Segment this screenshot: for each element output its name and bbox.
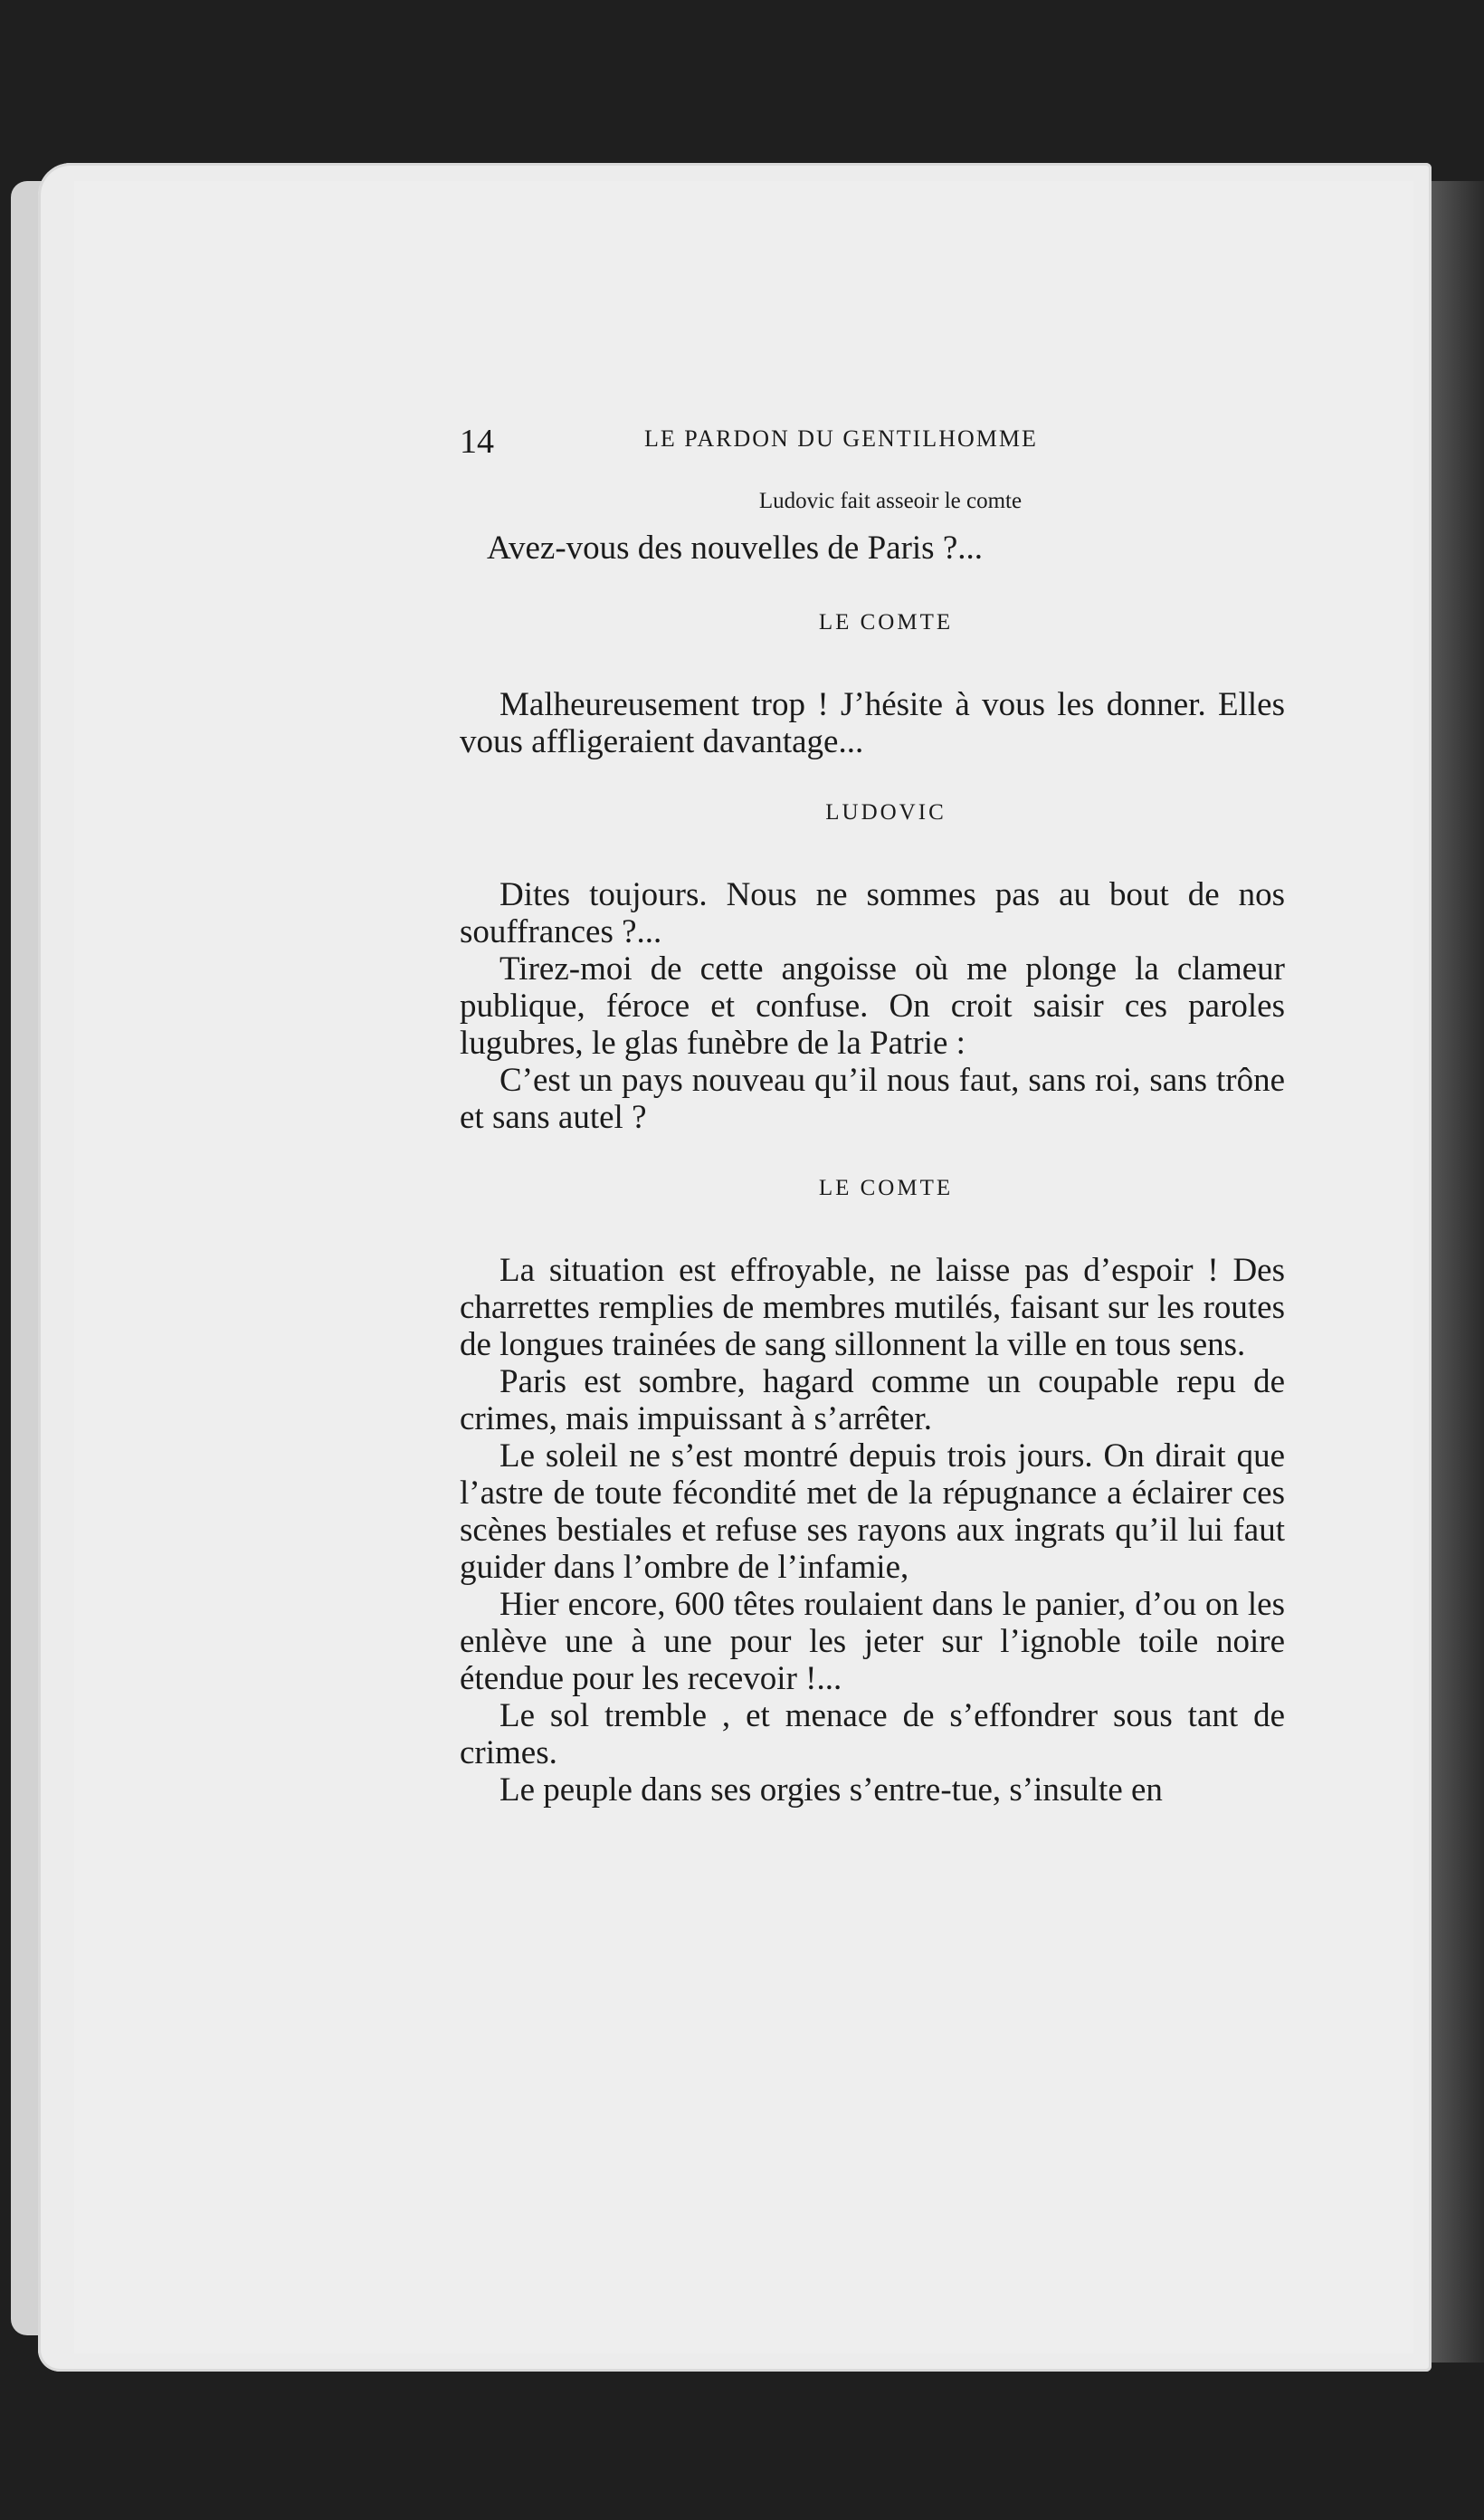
speech-paragraph: Le sol tremble , et menace de s’effondrer sous tant de crimes.	[460, 1697, 1285, 1771]
stage-direction: Ludovic fait asseoir le comte	[758, 489, 1023, 513]
speaker-name: LUDOVIC	[825, 800, 947, 825]
opening-line: Avez-vous des nouvelles de Paris ?...	[487, 530, 984, 567]
speech-paragraph: Le peuple dans ses orgies s’entre-tue, s’insulte en	[499, 1771, 1163, 1809]
speaker-name: LE COMTE	[818, 610, 954, 635]
running-head	[460, 416, 1285, 471]
page-number: 14	[460, 423, 494, 461]
speech-paragraph: Malheureusement trop ! J’hésite à vous les donner. Elles vous affligeraient davantage...	[460, 686, 1285, 760]
speech-paragraph: Hier encore, 600 têtes roulaient dans le panier, d’ou on les enlève une à une pour les jeter sur l’ignoble toile noire étendue pour les recevoir !...	[460, 1586, 1285, 1697]
speech-paragraph: La situation est effroyable, ne laisse pas d’espoir ! Des charrettes remplies de membres mutilés, faisant sur les routes de longues trainées de sang sillonnent la ville en tous sens.	[460, 1252, 1285, 1363]
speech-paragraph: C’est un pays nouveau qu’il nous faut, sans roi, sans trône et sans autel ?	[460, 1062, 1285, 1136]
speech-paragraph: Tirez-moi de cette angoisse où me plonge la clameur publique, féroce et confuse. On croit saisir ces paroles lugubres, le glas funèbre de la Patrie :	[460, 950, 1285, 1062]
speech-paragraph: Dites toujours. Nous ne sommes pas au bout de nos souffrances ?...	[460, 876, 1285, 950]
speaker-name: LE COMTE	[818, 1176, 954, 1200]
speech-paragraph: Le soleil ne s’est montré depuis trois jours. On dirait que l’astre de toute fécondité met de la répugnance a éclairer ces scènes bestiales et refuse ses rayons aux ingrats qu’il lui faut guider dans l’ombre de l’infamie,	[460, 1437, 1285, 1586]
speech-paragraph: Paris est sombre, hagard comme un coupable repu de crimes, mais impuissant à s’arrêter.	[460, 1363, 1285, 1437]
page-text-block	[460, 416, 1285, 1809]
running-title: LE PARDON DU GENTILHOMME	[644, 425, 1038, 452]
